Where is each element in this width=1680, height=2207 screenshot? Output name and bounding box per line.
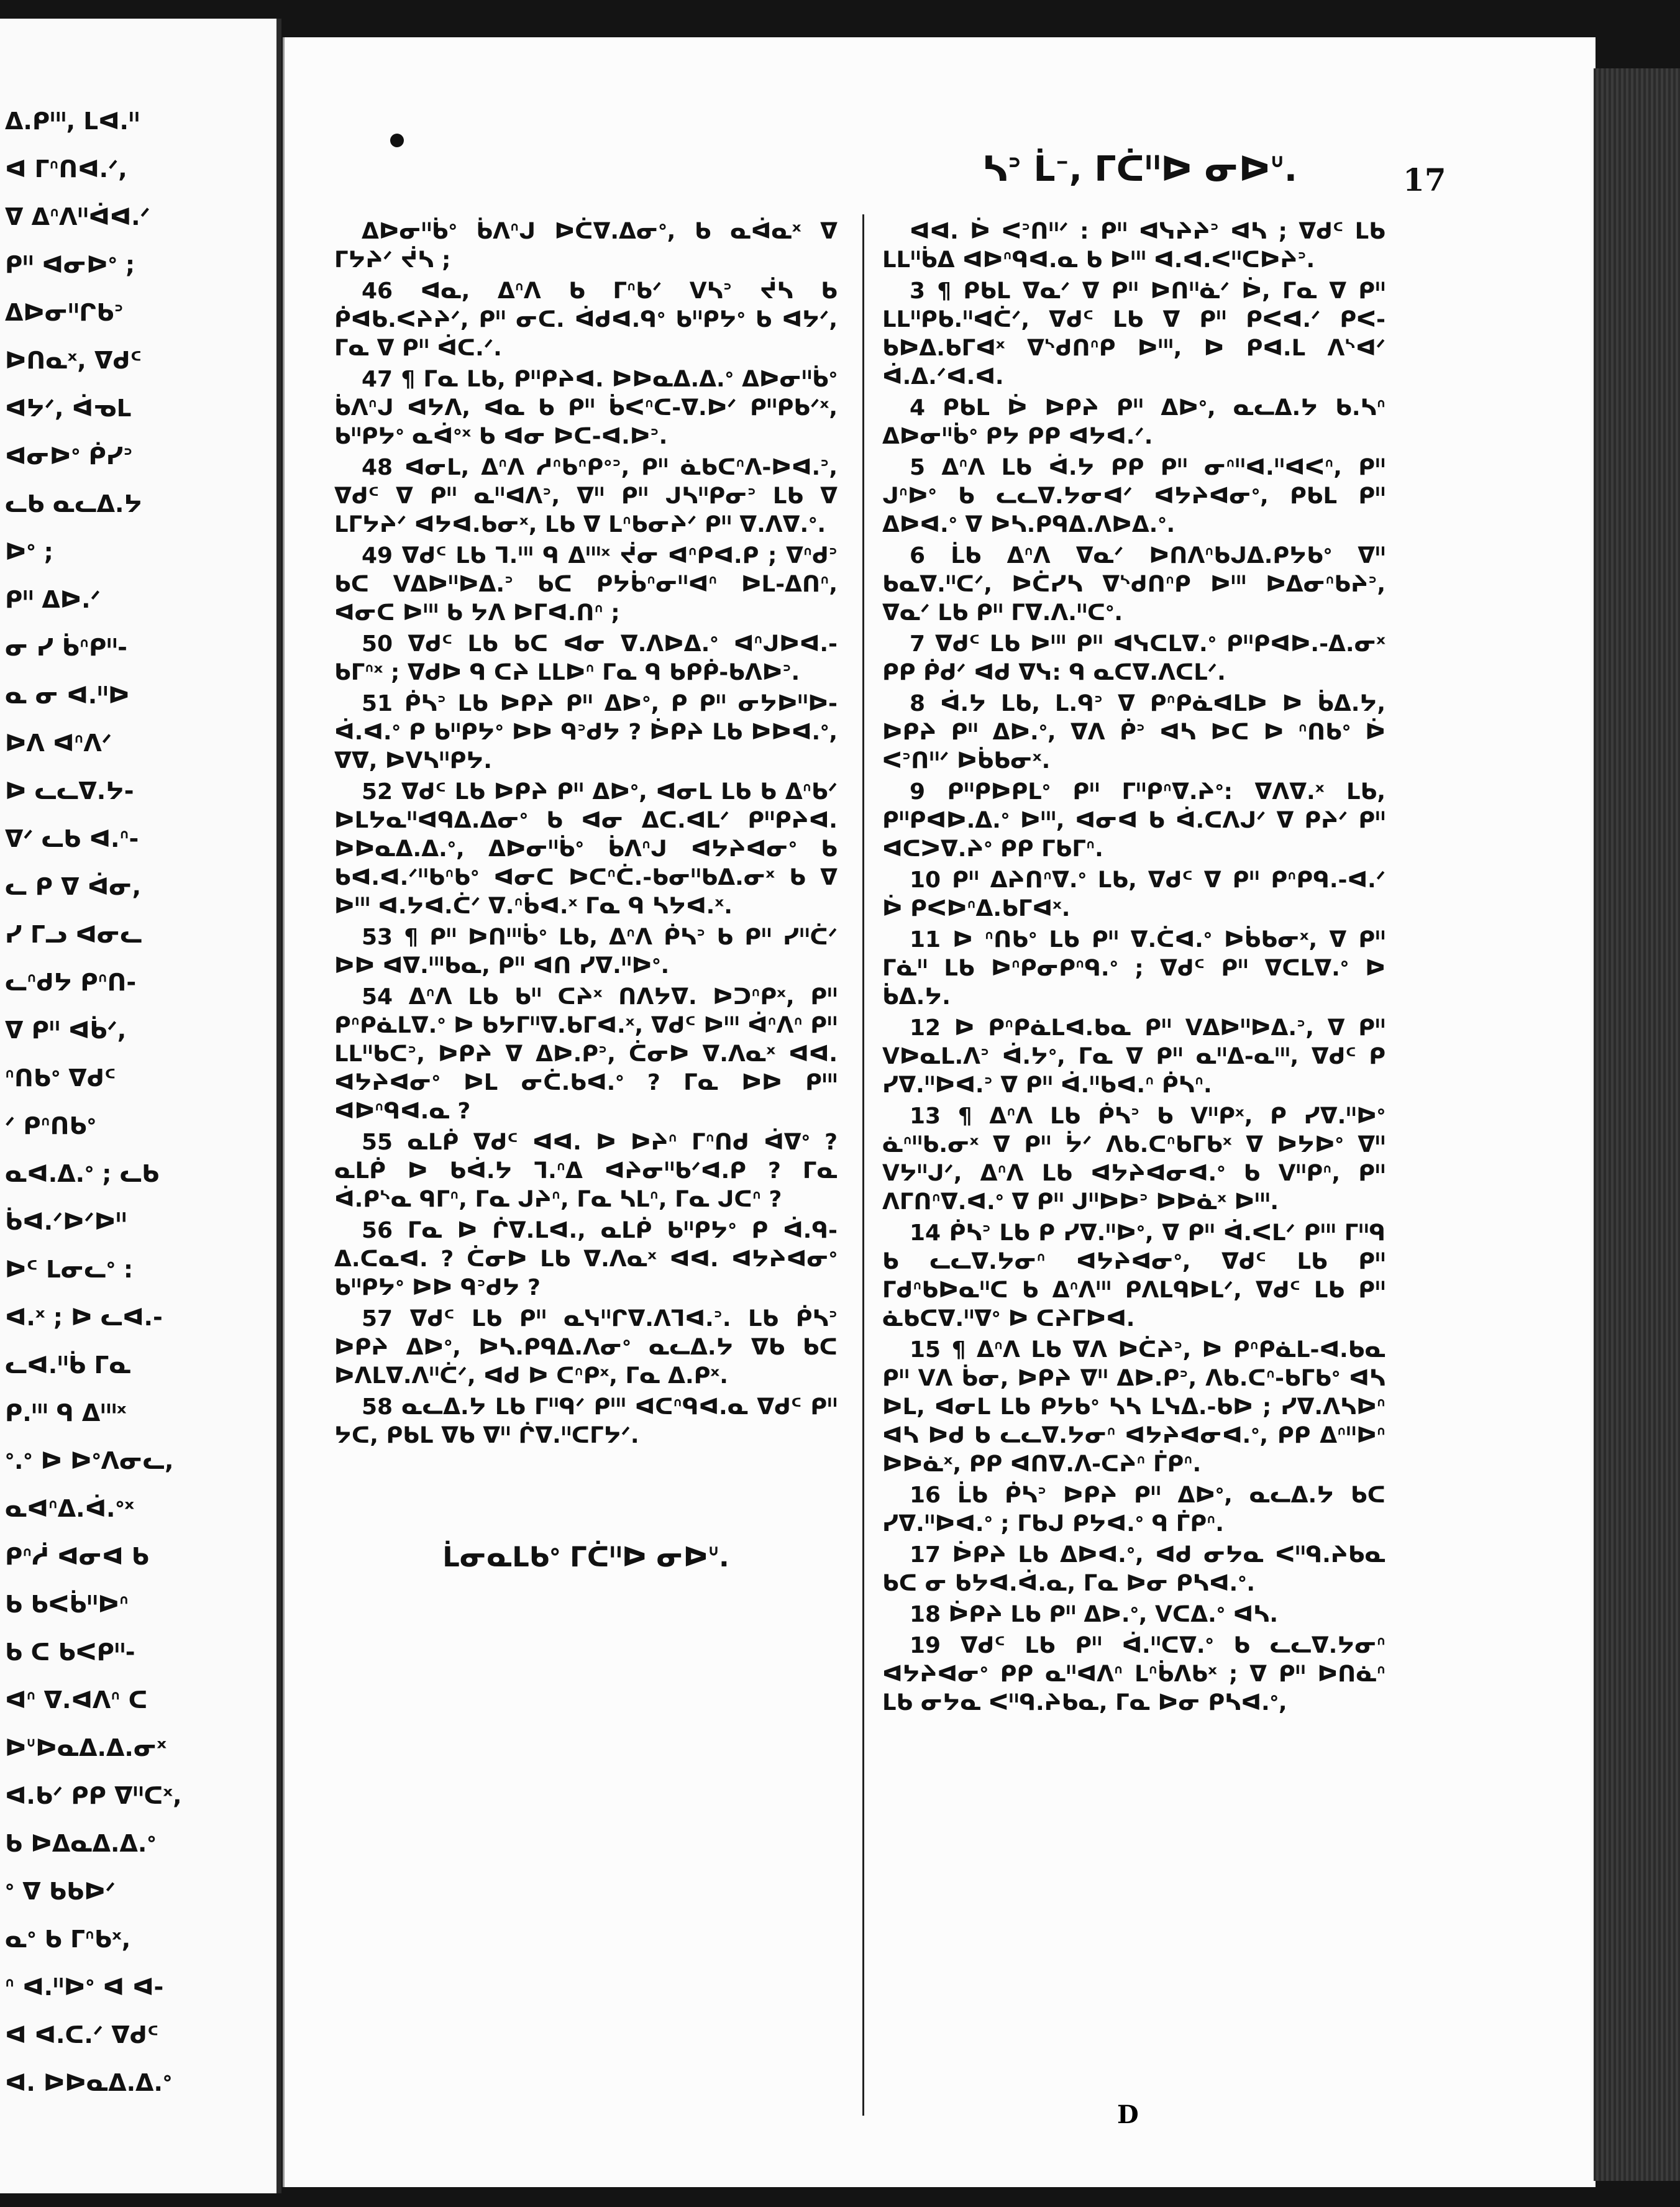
verse-paragraph: 5 ᐃᐢᐱ ᒪᑲ ᐋ.ᔭ ᑭᑭ ᑭᐦ ᓂᐢᐦᐊ.ᐦᐊᐸᐢ, ᑭᐦ ᒍᐢᐅᐤ ᑲ ᓚᓚᐁ.ᔭᓂᐊᐟ ᐊᔭᔨᐊᓂᐤ, ᑭᑲᒪ ᑭᐦ ᐃᐅᐊ.ᐤ ᐁ ᐅᓴ.ᑭᑫᐃ.ᐱᐅᐃ.ᐤ. — [882, 455, 1386, 537]
verse-paragraph: 9 ᑭᐦᑭᐅᑭᒪᐤ ᑭᐦ ᒥᐦᑭᐢᐁ.ᔨᐤ: ᐁᐱᐁ.ˣ ᒪᑲ, ᑭᐦᑭᐊᐅ.ᐃ.ᐤ ᐅᐦᑊ, ᐊᓂᐊ ᑲ ᐋ.ᑕᐱᒍᐟ ᐁ ᑭᔨᐟ ᑭᐦ ᐊᑕᐳᐁ.ᔨᐤ ᑭᑭ ᒥᑲᒥᐢ. — [882, 779, 1386, 862]
left-fragment-line: ᓯ ᒥᓗ ᐊᓂᓚ — [5, 921, 142, 948]
left-fragment-line: ᑲ ᑕ ᑲᐸᑭᐦ- — [5, 1638, 135, 1666]
left-fragment-line: ᑭᐦ ᐃᐅ.ᐟ — [5, 586, 101, 613]
left-fragment-line: ᐊ.ᑲᐟ ᑭᑭ ᐁᐦᑕˣ, — [5, 1782, 182, 1809]
left-fragment-line: ᐅᑦ ᒪᓂᓚᐤ : — [5, 1256, 134, 1283]
verse-paragraph: 4 ᑭᑲᒪ ᐆ ᐅᑭᔨ ᑭᐦ ᐃᐅᐤ, ᓇᓚᐃ.ᔭ ᑲ.ᓴᐢ ᐃᐅᓂᐦᑳᐤ ᑭᔭ ᑭᑭ ᐊᔭᐊ.ᐟ. — [882, 395, 1386, 449]
left-fragment-line: ᐊ. ᐅᐅᓇᐃ.ᐃ.ᐤ — [5, 2069, 172, 2096]
left-fragment-line: ᐊ ᒥᐢᑎᐊ.ᐟ, — [5, 155, 127, 183]
left-fragment-line: ᐤ ᐁ ᑲᑲᐅᐟ — [5, 1878, 116, 1905]
left-fragment-line: ᑭᐦ ᐊᓂᐅᐤ ; — [5, 251, 135, 278]
left-fragment-line: ᑳᐊ.ᐟᐅᐟᐅᐦ — [5, 1208, 127, 1235]
verse-paragraph: 49 ᐁᑯᑦ ᒪᑲ ᒣ.ᐦᑊ ᑫ ᐃᐦᑊˣ ᔫᓂ ᐊᐢᑭᐊ.ᑭ ; ᐁᐢᑯᐣ ᑲᑕ ᐯᐃᐅᐦᐅᐃ.ᐣ ᑲᑕ ᑭᔭᑳᐢᓂᐦᐊᐢ ᐅᒪ-ᐃᑎᐢ, ᐊᓂᑕ ᐅᐦᑊ ᑲ ᔭᐱ ᐅᒥᐊ.ᑎᐢ ; — [334, 543, 838, 626]
left-fragment-line: ᐊᔭᐟ, ᐋᓀᒪ — [5, 395, 132, 422]
verse-paragraph: 3 ¶ ᑭᑲᒪ ᐁᓇᐟ ᐁ ᑭᐦ ᐅᑎᐦᓈᐟ ᐆ, ᒥᓇ ᐁ ᑭᐦ ᒪᒪᐦᑭᑲ.ᐦᐊᑖᐟ, ᐁᑯᑦ ᒪᑲ ᐁ ᑭᐦ ᑭᐸᐊ.ᐟ ᑭᐸ-ᑲᐅᐃ.ᑲᒥᐊˣ ᐁᔅᑯᑎᐢᑭ ᐅᐦᑊ, ᐅ ᑭᐊ.ᒪ ᐱᔅᐊᐟ ᐋ.ᐃ.ᐟᐊ.ᐊ. — [882, 278, 1386, 390]
left-fragment-line: ᓇ ᓂ ᐊ.ᐦᐅ — [5, 682, 130, 709]
left-fragment-line: ᐃᐅᓂᐦᒋᑲᐣ — [5, 299, 124, 326]
left-fragment-line: ᑭᐢᓲ ᐊᓂᐊ ᑲ — [5, 1543, 149, 1570]
left-fragment-line: ᐅ ᓚᓚᐁ.ᔭ- — [5, 777, 134, 805]
left-fragment-line: ᐅᐤ ; — [5, 538, 53, 565]
left-fragment-line: ᐊᐢ ᐁ.ᐊᐱᐢ ᑕ — [5, 1686, 148, 1714]
verse-paragraph: 56 ᒥᓇ ᐅ ᒌᐁ.ᒪᐊ., ᓇᒪᑮ ᑲᐦᑭᔭᐤ ᑭ ᐋ.ᑫ-ᐃ.ᑕᓇᐊ. ? ᑖᓂᐅ ᒪᑲ ᐁ.ᐱᓇˣ ᐊᐊ. ᐊᔭᔨᐊᓂᐤ ᑲᐦᑭᔭᐤ ᐅᐅ ᑫᐣᑯᔭ ? — [334, 1218, 838, 1300]
verse-paragraph: 10 ᑭᐦ ᐃᔨᑎᐢᐁ.ᐤ ᒪᑲ, ᐁᑯᑦ ᐁ ᑭᐦ ᑭᐢᑭᑫ.-ᐊ.ᐟ ᐆ ᑭᐸᐅᐢᐃ.ᑲᒥᐊˣ. — [882, 867, 1386, 921]
left-fragment-line: ᑲ ᐅᐃᓇᐃ.ᐃ.ᐤ — [5, 1830, 157, 1857]
left-fragment-line: ᓂ ᓯ ᑳᐢᑭᐦ- — [5, 634, 127, 661]
left-fragment-line: ᐁ ᑭᐦ ᐊᑳᐟ, — [5, 1017, 127, 1044]
ink-dot — [390, 134, 404, 147]
column-right — [882, 217, 1386, 2119]
book-page-edges — [1594, 68, 1680, 2181]
verse-paragraph: 11 ᐅ ᐢᑎᑲᐤ ᒪᑲ ᑭᐦ ᐁ.ᑖᐊ.ᐤ ᐅᑳᑲᓂˣ, ᐁ ᑭᐦ ᒥᓈᐦ ᒪᑲ ᐅᐢᑭᓂᑭᐢᑫ.ᐤ ; ᐁᑯᑦ ᑭᐦ ᐁᑕᒪᐁ.ᐤ ᐅ ᑳᐃ.ᔭ. — [882, 927, 1386, 1010]
left-fragment-line: ᐁ ᐃᐢᐱᐦᐋᐊ.ᐟ — [5, 203, 150, 231]
left-fragment-line: ᐊᓂᐅᐤ ᑮᓯᐣ — [5, 442, 133, 470]
left-fragment-line: ᐅᐱ ᐊᐢᐱᐟ — [5, 729, 112, 757]
left-fragment-line: ᓇᐤ ᑲ ᒥᐢᑲˣ, — [5, 1926, 131, 1953]
left-fragment-line: ᐃ.ᑭᐦᑊ, ᒪᐊ.ᐦ — [5, 107, 140, 135]
verse-paragraph: 13 ¶ ᐃᐢᐱ ᒪᑲ ᑮᓴᐣ ᑲ ᐯᐦᑭˣ, ᑭ ᓯᐁ.ᐦᐅᐤ ᓈᐢᐦᑲ.ᓂˣ ᐁ ᑭᐦ ᔮᐟ ᐱᑲ.ᑕᐢᑲᒥᑲˣ ᐁ ᐅᔭᐅᐤ ᐁᐦ ᐯᔭᐦᒍᐟ, ᐃᐢᐱ ᒪᑲ ᐊᔭᔨᐊᓂᐊ.ᐤ ᑲ ᐯᐦᑭᐢ, ᑭᐦ ᐱᒥᑎᐢᐁ.ᐊ.ᐤ ᐁ ᑭᐦ ᒍᐦᐅᐅᐣ ᐅᐅᓈˣ ᐅᐦᑊ. — [882, 1104, 1386, 1215]
left-fragment-line: ᐤ.ᐤ ᐅ ᐅᐤᐱᓂᓚ, — [5, 1447, 174, 1474]
left-fragment-line: ᑭ.ᐦᑊ ᑫ ᐃᐦᑊˣ — [5, 1399, 127, 1427]
left-fragment-line: ᓇᐊᐢᐃ.ᐋ.ᐤˣ — [5, 1495, 135, 1522]
verse-paragraph: 48 ᐊᓂᒪ, ᐃᐢᐱ ᓱᐢᑲᐢᑭᐤᐣ, ᑭᐦ ᓈᑲᑕᐢᐱ-ᐅᐊ.ᐣ, ᐁᑯᑦ ᐁ ᑭᐦ ᓇᐦᐊᐱᐣ, ᐁᐦ ᑭᐦ ᒍᓴᐦᑭᓂᐣ ᒪᑲ ᐁ ᒪᒥᔭᔨᐟ ᐊᔭᐊ.ᑲᓂˣ, ᒪᑲ ᐁ ᒪᐢᑲᓂᔨᐟ ᑭᐦ ᐁ.ᐱᐁ.ᐤ. — [334, 455, 838, 537]
verse-paragraph: 18 ᐆᑭᔨ ᒪᑲ ᑭᐦ ᐃᐅ.ᐤ, ᐯᑕᐃ.ᐤ ᐊᓴ. — [910, 1602, 1279, 1627]
verse-paragraph: 47 ¶ ᒥᓇ ᒪᑲ, ᑭᐦᑭᔨᐊ. ᐅᐅᓇᐃ.ᐃ.ᐤ ᐃᐅᓂᐦᑳᐤ ᑳᐱᐢᒍ ᐊᔭᐱ, ᐊᓇ ᑲ ᑭᐦ ᑳᐸᐢᑕ-ᐁ.ᐅᐟ ᑭᐦᑭᑲᐟˣ, ᑲᐦᑭᔭᐤ ᓇᐋᐤˣ ᑲ ᐊᓂ ᐅᑕ-ᐊ.ᐅᐣ. — [334, 367, 838, 449]
verse-paragraph: 12 ᐅ ᑭᐢᑭᓈᒪᐊ.ᑲᓇ ᑭᐦ ᐯᐃᐅᐦᐅᐃ.ᐣ, ᐁ ᑭᐦ ᐯᐅᓇᒪ.ᐱᐣ ᐋ.ᔭᐤ, ᒥᓇ ᐁ ᑭᐦ ᓇᐦᐃ-ᓇᐦᑊ, ᐁᑯᑦ ᑭ ᓯᐁ.ᐦᐅᐊ.ᐣ ᐁ ᑭᐦ ᐋ.ᐦᑲᐊ.ᐢ ᑮᓴᐢ. — [882, 1015, 1386, 1098]
verse-paragraph: 53 ¶ ᑭᐦ ᐅᑎᐦᑊᑳᐤ ᒪᑲ, ᐃᐢᐱ ᑮᓴᐣ ᑲ ᑭᐦ ᓯᐦᑖᐟ ᐅᐅ ᐊᐁ.ᐦᑊᑲᓇ, ᑭᐦ ᐊᑎ ᓯᐁ.ᐦᐅᐤ. — [334, 925, 838, 979]
verse-paragraph: ᐃᐅᓂᐦᑳᐤ ᑳᐱᐢᒍ ᐅᑖᐁ.ᐃᓂᐤ, ᑲ ᓇᐋᓇˣ ᐁ ᒥᔭᔨᐟ ᔫᓴ ; — [334, 219, 838, 273]
verse-paragraph: ᐊᐊ. ᐆ ᐸᐣᑎᐦᐟ : ᑭᐦ ᐊᓭᔨᔨᐣ ᐊᓴ ; ᐁᑯᑦ ᒪᑲ ᒪᒪᐦᑳᐃ ᐊᐅᐢᑫᐊ.ᓇ ᑲ ᐅᐦᑊ ᐊ.ᐊ.ᐸᐦᑕᐅᔨᐣ. — [882, 219, 1386, 273]
verse-paragraph: 17 ᐆᑭᔨ ᒪᑲ ᐃᐅᐊ.ᐤ, ᐊᑯ ᓂᔭᓇ ᐸᐦᑫ.ᔨᑲᓇ ᑲᑕ ᓂ ᑲᔭᐊ.ᐋ.ᓇ, ᒥᓇ ᐅᓂ ᑭᓴᐊ.ᐤ. — [882, 1542, 1386, 1596]
column-right-verses — [882, 217, 1386, 1717]
left-fragment-line: ᐊ ᐊ.ᑕ.ᐟ ᐁᑯᑦ — [5, 2021, 159, 2049]
verse-paragraph: 58 ᓇᓚᐃ.ᔭ ᒪᑲ ᒥᐦᑫᐟ ᑭᐦᑊ ᐊᑕᐢᑫᐊ.ᓇ ᐁᑯᑦ ᑭᐦ ᔭᑕ, ᑭᑲᒪ ᐁᑲ ᐁᐦ ᒌᐁ.ᐦᑕᒥᔭᐟ. — [334, 1394, 838, 1448]
column-rule — [862, 214, 864, 2116]
signature-mark: D — [1117, 2100, 1139, 2129]
left-fragment-line: ᓚ ᑭ ᐁ ᐋᓂ, — [5, 873, 142, 900]
left-fragment-line: ᐟ ᑭᐢᑎᑲᐤ — [5, 1112, 96, 1140]
left-fragment-line: ᓇᐊ.ᐃ.ᐤ ; ᓚᑲ — [5, 1160, 160, 1187]
verse-paragraph: 19 ᐁᑯᑦ ᒪᑲ ᑭᐦ ᐋ.ᐦᑕᐁ.ᐤ ᑲ ᓚᓚᐁ.ᔭᓂᐢ ᐊᔭᔨᐊᓂᐤ ᑭᑭ ᓇᐦᐊᐱᐢ ᒪᐢᑳᐱᑲˣ ; ᐁ ᑭᐦ ᐅᑎᓈᐢ ᒪᑲ ᓂᔭᓇ ᐸᐦᑫ.ᔨᑲᓇ, ᒥᓇ ᐅᓂ ᑭᓴᐊ.ᐤ, — [882, 1633, 1386, 1716]
column-left-verses — [334, 217, 838, 1450]
left-fragment-line: ᑲ ᑲᐸᑳᐦᐅᐢ — [5, 1591, 129, 1618]
left-fragment-line: ᓚᑲ ᓇᓚᐃ.ᔭ — [5, 490, 142, 518]
page-number: 17 — [1403, 162, 1446, 198]
verse-paragraph: 57 ᐁᑯᑦ ᒪᑲ ᑭᐦ ᓇᓭᐦᒋᐁ.ᐱᒣᐊ.ᐣ. ᒪᑲ ᑮᓴᐣ ᐅᑭᔨ ᐃᐅᐤ, ᐅᓴ.ᑭᑫᐃ.ᐱᓂᐤ ᓇᓚᐃ.ᔭ ᐁᑲ ᑲᑕ ᐅᐱᒪᐁ.ᐱᐦᑖᐟ, ᐊᑯ ᐅ ᑕᐢᑭˣ, ᒥᓇ ᐃ.ᑭˣ. — [334, 1306, 838, 1389]
left-fragment-line: ᓚᐢᑯᔭ ᑭᐢᑎ- — [5, 969, 137, 996]
verse-paragraph: 46 ᐊᓇ, ᐃᐢᐱ ᑲ ᒥᐢᑲᐟ ᐯᓴᐣ ᔫᓴ ᑲ ᑮᐊᑲ.ᐸᔨᔨᐟ, ᑭᐦ ᓂᑕ. ᐋᑯᐊ.ᑫᐤ ᑲᐦᑭᔭᐤ ᑲ ᐊᔭᐟ, ᒥᓇ ᐁ ᑭᐦ ᐋᑕ.ᐟ. — [334, 278, 838, 361]
running-head: ᓴᐣ ᒫᐨ, ᒥᑖᐦᐅ ᓂᐅᐡ. — [982, 149, 1297, 190]
column-left — [334, 217, 838, 2119]
verse-paragraph: 51 ᑮᓴᐣ ᒪᑲ ᐅᑭᔨ ᑭᐦ ᐃᐅᐤ, ᑭ ᑭᐦ ᓂᔭᐅᐦᐅ-ᐋ.ᐊ.ᐤ ᑭ ᑲᐦᑭᔭᐤ ᐅᐅ ᑫᐣᑯᔭ ? ᐆᑭᔨ ᒪᑲ ᐅᐅᐊ.ᐤ, ᐁᐁ, ᐅᐯᓴᐦᑭᔭ. — [334, 691, 838, 774]
left-fragment-line: ᓚᐊ.ᐦᑳ ᒥᓇ — [5, 1351, 131, 1379]
verse-paragraph: 7 ᐁᑯᑦ ᒪᑲ ᐅᐦᑊ ᑭᐦ ᐊᓭᑕᒪᐁ.ᐤ ᑭᐦᑭᐊᐅ.-ᐃ.ᓂˣ ᑭᑭ ᑮᑯᐟ ᐊᑯ ᐁᓭ: ᑫ ᓇᑕᐁ.ᐱᑕᒪᐟ. — [882, 631, 1386, 685]
left-fragment-line: ᐁᐟ ᓚᑲ ᐊ.ᐢ- — [5, 825, 139, 852]
verse-paragraph: 8 ᐋ.ᔭ ᒪᑲ, ᒪ.ᑫᐣ ᐁ ᑭᐢᑭᓈᐊᒪᐅ ᐅ ᑳᐃ.ᔭ, ᐅᑭᔨ ᑭᐦ ᐃᐅ.ᐤ, ᐁᐱ ᑮᐣ ᐊᓴ ᐅᑕ ᐅ ᐢᑎᑲᐤ ᐆ ᐸᐣᑎᐦᐟ ᐅᑳᑲᓂˣ. — [882, 691, 1386, 774]
section-heading: ᒫᓂᓇᒪᑲᐤ ᒥᑖᐦᐅ ᓂᐅᐡ. — [442, 1542, 729, 1573]
right-page — [283, 37, 1596, 2187]
left-fragment-line: ᐅᐡᐅᓇᐃ.ᐃ.ᓂˣ — [5, 1734, 167, 1761]
verse-paragraph: 50 ᐁᑯᑦ ᒪᑲ ᑲᑕ ᐊᓂ ᐁ.ᐱᐅᐃ.ᐤ ᐊᐢᒍᐅᐊ.-ᑲᒥᐢˣ ; ᐁᑯᐅ ᑫ ᑕᔨ ᒪᒪᐅᐢ ᒥᓇ ᑫ ᑲᑭᑮ-ᑲᐱᐅᐣ. — [334, 631, 838, 685]
verse-paragraph: 55 ᓇᒪᑮ ᐁᑯᑦ ᐊᐊ. ᐅ ᐅᔨᐢ ᒥᐢᑎᑯ ᐋᐁᐤ ? ᓇᒪᑮ ᐅ ᑲᐋ.ᔭ ᒣ.ᐢᐃ ᐊᔨᓂᐦᑲᐟᐊ.ᑭ ? ᒥᓇ ᐋ.ᑭᔅᓇ ᑫᒥᐢ, ᒥᓇ ᒍᔨᐢ, ᒥᓇ ᓴᒪᐢ, ᒥᓇ ᒍᑕᐢ ? — [334, 1130, 838, 1212]
left-page-fragment — [0, 19, 281, 2193]
verse-paragraph: 52 ᐁᑯᑦ ᒪᑲ ᐅᑭᔨ ᑭᐦ ᐃᐅᐤ, ᐊᓂᒪ ᒪᑲ ᑲ ᐃᐢᑲᐟ ᐅᒪᔭᓇᐦᐊᑫᐃ.ᐃᓂᐤ ᑲ ᐊᓂ ᐃᑕ.ᐊᒪᐟ ᑭᐦᑭᔨᐊ. ᐅᐅᓇᐃ.ᐃ.ᐤ, ᐃᐅᓂᐦᑳᐤ ᑳᐱᐢᒍ ᐊᔭᔨᐊᓂᐤ ᑲ ᑲᐊ.ᐊ.ᐟᐦᑲᐢᑲᐤ ᐊᓂᑕ ᐅᑕᐢᑖ.-ᑲᓂᐦᑲᐃ.ᓂˣ ᑲ ᐁ ᐅᐦᑊ ᐊ.ᔭᐊ.ᑖᐟ ᐁ.ᐢᑳᐊ.ˣ ᒥᓇ ᑫ ᓴᔭᐊ.ˣ. — [334, 779, 838, 919]
left-fragment-line: ᐢᑎᑲᐤ ᐁᑯᑦ — [5, 1064, 116, 1092]
verse-paragraph: 54 ᐃᐢᐱ ᒪᑲ ᑲᐦ ᑕᔨˣ ᑎᐱᔭᐁ. ᐅᑐᐢᑭˣ, ᑭᐦ ᑭᐢᑭᓈᒪᐁ.ᐤ ᐅ ᑲᔭᒥᐦᐁ.ᑲᒥᐊ.ˣ, ᐁᑯᑦ ᐅᐦᑊ ᐋᐢᐱᐢ ᑭᐦ ᒪᒪᐦᑲᑕᐣ, ᐅᑭᔨ ᐁ ᐃᐅ.ᑭᐣ, ᑖᓂᐅ ᐁ.ᐱᓇˣ ᐊᐊ. ᐊᔭᔨᐊᓂᐤ ᐅᒪ ᓂᑖ.ᑲᐊ.ᐤ ? ᒥᓇ ᐅᐅ ᑭᐦᑊ ᐊᐅᐢᑫᐊ.ᓇ ? — [334, 984, 838, 1124]
left-fragment-line: ᐅᑎᓇˣ, ᐁᑯᑦ — [5, 347, 142, 374]
verse-paragraph: 14 ᑮᓴᐣ ᒪᑲ ᑭ ᓯᐁ.ᐦᐅᐤ, ᐁ ᑭᐦ ᐋ.ᐸᒪᐟ ᑭᐦᑊ ᒥᐦᑫ ᑲ ᓚᓚᐁ.ᔭᓂᐢ ᐊᔭᔨᐊᓂᐤ, ᐁᑯᑦ ᒪᑲ ᑭᐦ ᒥᑯᐢᑲᐅᓇᐦᑕ ᑲ ᐃᐢᐱᐦᑊ ᑭᐱᒪᑫᐅᒪᐟ, ᐁᑯᑦ ᒪᑲ ᑭᐦ ᓈᑲᑕᐁ.ᐦᐁᐤ ᐅ ᑕᔨᒥᐅᐊ. — [882, 1220, 1386, 1332]
verse-paragraph: 16 ᒫᑲ ᑮᓴᐣ ᐅᑭᔨ ᑭᐦ ᐃᐅᐤ, ᓇᓚᐃ.ᔭ ᑲᑕ ᓯᐁ.ᐦᐅᐊ.ᐤ ; ᒥᑲᒍ ᑭᔭᐊ.ᐤ ᑫ ᒦᑭᐢ. — [882, 1483, 1386, 1537]
verse-paragraph: 15 ¶ ᐃᐢᐱ ᒪᑲ ᐁᐱ ᐅᑖᔨᐣ, ᐅ ᑭᐢᑭᓈᒪ-ᐊ.ᑲᓇ ᑭᐦ ᐯᐱ ᑳᓂ, ᐅᑭᔨ ᐁᐦ ᐃᐅ.ᑭᐣ, ᐱᑲ.ᑕᐢ-ᑲᒥᑲᐤ ᐊᓴ ᐅᒪ, ᐊᓂᒪ ᒪᑲ ᑭᔭᑲᐤ ᓴᓴ ᒪᓭᐃ.-ᑲᐅ ; ᓯᐁ.ᐱᓴᐅᐢ ᐊᓴ ᐅᑯ ᑲ ᓚᓚᐁ.ᔭᓂᐢ ᐊᔭᔨᐊᓂᐊ.ᐤ, ᑭᑭ ᐃᐢᐦᐅᐢ ᐅᐅᓈˣ, ᑭᑭ ᐊᑎᐁ.ᐱ-ᑕᔨᐢ ᒦᑭᐢ. — [882, 1337, 1386, 1477]
left-fragment-line: ᐢ ᐊ.ᐦᐅᐤ ᐊ ᐊ- — [5, 1973, 164, 2001]
left-fragment-line: ᐊ.ˣ ; ᐅ ᓚᐊ.- — [5, 1304, 163, 1331]
verse-paragraph: 6 ᒫᑲ ᐃᐢᐱ ᐁᓇᐟ ᐅᑎᐱᐢᑲᒍᐃ.ᑭᔭᑲᐤ ᐁᐦ ᑲᓇᐁ.ᐦᑕᐟ, ᐅᑖᓯᓴ ᐁᔅᑯᑎᐢᑭ ᐅᐦᑊ ᐅᐃᓂᐢᑲᔨᐣ, ᐁᓇᐟ ᒪᑲ ᑭᐦ ᒥᐁ.ᐱ.ᐦᑕᐤ. — [882, 543, 1386, 626]
